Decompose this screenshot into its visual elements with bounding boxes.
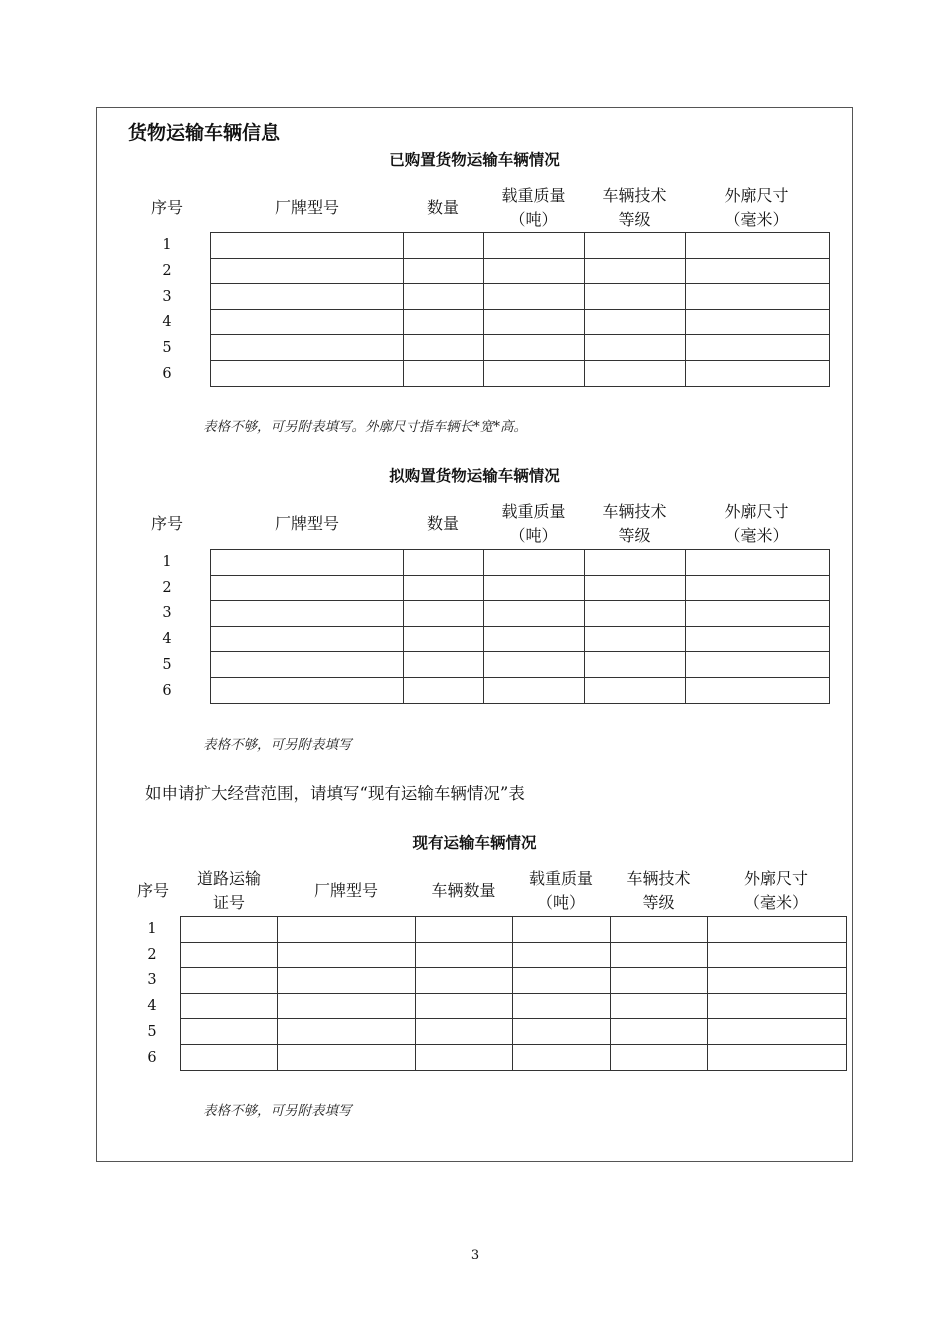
s2-note: 表格不够，可另附表填写	[203, 737, 352, 753]
s3-row-number: 3	[147, 972, 157, 988]
s1-cell-qty[interactable]	[404, 360, 484, 386]
s1-cell-model[interactable]	[211, 335, 404, 361]
s3-cell-grade[interactable]	[611, 917, 708, 943]
s1-header-model: 厂牌型号	[274, 198, 339, 217]
table-row	[211, 677, 830, 703]
s2-cell-dims[interactable]	[686, 677, 830, 703]
s1-header-dims-line1: 外廓尺寸	[724, 186, 789, 205]
s1-row-number: 2	[162, 263, 172, 279]
s1-cell-grade[interactable]	[585, 258, 686, 284]
s1-cell-dims[interactable]	[686, 360, 830, 386]
s1-header-load	[483, 184, 584, 232]
s3-header-load	[512, 867, 610, 915]
s3-cell-permit[interactable]	[181, 1044, 278, 1070]
s2-cell-qty[interactable]	[404, 601, 484, 627]
s3-note: 表格不够，可另附表填写	[203, 1103, 352, 1119]
s2-cell-grade[interactable]	[585, 652, 686, 678]
section1-title: 已购置货物运输车辆情况	[389, 151, 560, 169]
s3-cell-model[interactable]	[278, 917, 416, 943]
s2-cell-load[interactable]	[484, 677, 585, 703]
s2-row-number: 6	[162, 683, 172, 699]
table-row	[181, 968, 847, 994]
s2-cell-dims[interactable]	[686, 550, 830, 576]
s2-cell-load[interactable]	[484, 652, 585, 678]
s3-cell-model[interactable]	[278, 942, 416, 968]
s3-cell-dims[interactable]	[708, 917, 847, 943]
s2-cell-dims[interactable]	[686, 575, 830, 601]
s2-cell-qty[interactable]	[404, 575, 484, 601]
s3-header-model: 厂牌型号	[313, 881, 378, 900]
s2-cell-grade[interactable]	[585, 550, 686, 576]
table-row	[211, 626, 830, 652]
s2-row-number: 3	[162, 605, 172, 621]
s1-cell-model[interactable]	[211, 258, 404, 284]
table-row	[211, 309, 830, 335]
s3-cell-permit[interactable]	[181, 993, 278, 1019]
s2-cell-grade[interactable]	[585, 677, 686, 703]
table-row	[181, 993, 847, 1019]
s1-header-dims	[685, 184, 828, 232]
s1-cell-load[interactable]	[484, 258, 585, 284]
s1-header-dims-line2: （毫米）	[724, 210, 789, 229]
s3-row-number: 6	[147, 1050, 157, 1066]
s1-cell-dims[interactable]	[686, 284, 830, 310]
s3-header-load-line1: 载重质量	[528, 869, 593, 888]
s1-cell-load[interactable]	[484, 335, 585, 361]
table-row	[211, 335, 830, 361]
s2-row-number: 5	[162, 657, 172, 673]
s1-cell-load[interactable]	[484, 284, 585, 310]
s3-cell-count[interactable]	[416, 942, 513, 968]
s3-cell-grade[interactable]	[611, 968, 708, 994]
table-row	[181, 1019, 847, 1045]
table-row	[181, 1044, 847, 1070]
s1-header-seq: 序号	[150, 198, 183, 217]
table-row	[211, 233, 830, 259]
s2-cell-model[interactable]	[211, 626, 404, 652]
s2-header-qty: 数量	[426, 514, 459, 533]
s2-cell-qty[interactable]	[404, 626, 484, 652]
s1-input-table	[210, 232, 830, 387]
s1-cell-qty[interactable]	[404, 284, 484, 310]
s1-cell-grade[interactable]	[585, 360, 686, 386]
s1-row-number: 6	[162, 366, 172, 382]
s2-cell-dims[interactable]	[686, 652, 830, 678]
s2-cell-model[interactable]	[211, 652, 404, 678]
s1-cell-dims[interactable]	[686, 309, 830, 335]
page-number: 3	[470, 1248, 480, 1263]
s3-row-number: 4	[147, 998, 157, 1014]
s1-cell-grade[interactable]	[585, 309, 686, 335]
s1-cell-load[interactable]	[484, 360, 585, 386]
s1-row-number: 5	[162, 340, 172, 356]
s1-row-number: 1	[162, 237, 172, 253]
section2-title: 拟购置货物运输车辆情况	[389, 467, 560, 485]
s1-header-grade	[584, 184, 685, 232]
s1-row-number: 4	[162, 314, 172, 330]
s2-cell-grade[interactable]	[585, 575, 686, 601]
s3-cell-grade[interactable]	[611, 1044, 708, 1070]
s2-cell-load[interactable]	[484, 626, 585, 652]
section3-title: 现有运输车辆情况	[412, 834, 537, 852]
s2-header-load-line2: （吨）	[509, 526, 558, 545]
s3-cell-model[interactable]	[278, 1019, 416, 1045]
s2-header-load	[483, 500, 584, 548]
s3-cell-load[interactable]	[513, 942, 611, 968]
s3-row-number: 5	[147, 1024, 157, 1040]
s2-cell-model[interactable]	[211, 575, 404, 601]
s3-cell-grade[interactable]	[611, 1019, 708, 1045]
s1-header-load-line2: （吨）	[509, 210, 558, 229]
s1-cell-model[interactable]	[211, 309, 404, 335]
s1-note: 表格不够，可另附表填写。外廓尺寸指车辆长*宽*高。	[203, 419, 527, 435]
s3-header-grade-line2: 等级	[642, 893, 675, 912]
s1-cell-model[interactable]	[211, 233, 404, 259]
s3-cell-dims[interactable]	[708, 1044, 847, 1070]
table-row	[211, 284, 830, 310]
s2-cell-dims[interactable]	[686, 601, 830, 627]
s1-cell-load[interactable]	[484, 233, 585, 259]
s2-cell-qty[interactable]	[404, 677, 484, 703]
s3-cell-load[interactable]	[513, 993, 611, 1019]
s3-header-seq: 序号	[136, 881, 169, 900]
s2-cell-load[interactable]	[484, 550, 585, 576]
s3-header-permit	[181, 867, 277, 915]
s3-cell-count[interactable]	[416, 968, 513, 994]
s3-input-table	[180, 916, 847, 1071]
s3-cell-permit[interactable]	[181, 942, 278, 968]
s3-header-grade-line1: 车辆技术	[626, 869, 691, 888]
s2-header-grade	[584, 500, 685, 548]
s2-header-model: 厂牌型号	[274, 514, 339, 533]
s1-header-grade-line1: 车辆技术	[602, 186, 667, 205]
s1-cell-model[interactable]	[211, 360, 404, 386]
s3-cell-dims[interactable]	[708, 968, 847, 994]
s3-cell-model[interactable]	[278, 968, 416, 994]
s3-header-count: 车辆数量	[431, 881, 496, 900]
s2-cell-qty[interactable]	[404, 550, 484, 576]
s3-header-permit-line1: 道路运输	[196, 869, 261, 888]
instruction-text: 如申请扩大经营范围，请填写“现有运输车辆情况”表	[145, 784, 525, 803]
s3-header-grade	[610, 867, 707, 915]
s1-row-number: 3	[162, 289, 172, 305]
table-row	[211, 575, 830, 601]
s3-cell-load[interactable]	[513, 1044, 611, 1070]
s1-cell-dims[interactable]	[686, 233, 830, 259]
s1-header-grade-line2: 等级	[618, 210, 651, 229]
s1-cell-dims[interactable]	[686, 335, 830, 361]
s3-header-permit-line2: 证号	[212, 893, 245, 912]
table-row	[211, 652, 830, 678]
s3-cell-dims[interactable]	[708, 993, 847, 1019]
s3-cell-count[interactable]	[416, 1019, 513, 1045]
table-row	[211, 601, 830, 627]
s3-cell-permit[interactable]	[181, 968, 278, 994]
s3-cell-count[interactable]	[416, 917, 513, 943]
s3-header-dims-line2: （毫米）	[743, 893, 808, 912]
s1-cell-model[interactable]	[211, 284, 404, 310]
s1-header-load-line1: 载重质量	[501, 186, 566, 205]
s3-row-number: 1	[147, 921, 157, 937]
s3-cell-load[interactable]	[513, 917, 611, 943]
s3-cell-permit[interactable]	[181, 917, 278, 943]
s2-cell-load[interactable]	[484, 575, 585, 601]
s1-cell-grade[interactable]	[585, 284, 686, 310]
s3-cell-count[interactable]	[416, 1044, 513, 1070]
table-row	[181, 917, 847, 943]
s1-cell-grade[interactable]	[585, 233, 686, 259]
s3-cell-grade[interactable]	[611, 993, 708, 1019]
s2-header-grade-line1: 车辆技术	[602, 502, 667, 521]
s2-header-load-line1: 载重质量	[501, 502, 566, 521]
s1-cell-load[interactable]	[484, 309, 585, 335]
table-row	[211, 360, 830, 386]
s3-header-load-line2: （吨）	[536, 893, 585, 912]
s1-header-qty: 数量	[426, 198, 459, 217]
s3-cell-model[interactable]	[278, 993, 416, 1019]
s3-cell-count[interactable]	[416, 993, 513, 1019]
s3-cell-grade[interactable]	[611, 942, 708, 968]
table-row	[181, 942, 847, 968]
s2-cell-grade[interactable]	[585, 626, 686, 652]
s2-cell-model[interactable]	[211, 677, 404, 703]
s2-cell-grade[interactable]	[585, 601, 686, 627]
s2-header-grade-line2: 等级	[618, 526, 651, 545]
table-row	[211, 258, 830, 284]
s2-header-dims-line1: 外廓尺寸	[724, 502, 789, 521]
s2-header-dims-line2: （毫米）	[724, 526, 789, 545]
s1-cell-qty[interactable]	[404, 309, 484, 335]
s1-cell-dims[interactable]	[686, 258, 830, 284]
s2-cell-qty[interactable]	[404, 652, 484, 678]
s1-cell-qty[interactable]	[404, 335, 484, 361]
s2-cell-model[interactable]	[211, 550, 404, 576]
s2-cell-model[interactable]	[211, 601, 404, 627]
s3-header-dims-line1: 外廓尺寸	[743, 869, 808, 888]
s2-header-seq: 序号	[150, 514, 183, 533]
s2-row-number: 1	[162, 554, 172, 570]
s2-cell-dims[interactable]	[686, 626, 830, 652]
s1-cell-qty[interactable]	[404, 233, 484, 259]
s1-cell-grade[interactable]	[585, 335, 686, 361]
s2-row-number: 2	[162, 580, 172, 596]
s3-cell-dims[interactable]	[708, 1019, 847, 1045]
s3-header-dims	[707, 867, 845, 915]
table-row	[211, 550, 830, 576]
s2-header-dims	[685, 500, 828, 548]
s1-cell-qty[interactable]	[404, 258, 484, 284]
s2-row-number: 4	[162, 631, 172, 647]
s3-cell-permit[interactable]	[181, 1019, 278, 1045]
s3-cell-load[interactable]	[513, 1019, 611, 1045]
s2-input-table	[210, 549, 830, 704]
s3-cell-dims[interactable]	[708, 942, 847, 968]
s2-cell-load[interactable]	[484, 601, 585, 627]
page-title: 货物运输车辆信息	[128, 122, 281, 144]
s3-cell-load[interactable]	[513, 968, 611, 994]
s3-cell-model[interactable]	[278, 1044, 416, 1070]
s3-row-number: 2	[147, 947, 157, 963]
